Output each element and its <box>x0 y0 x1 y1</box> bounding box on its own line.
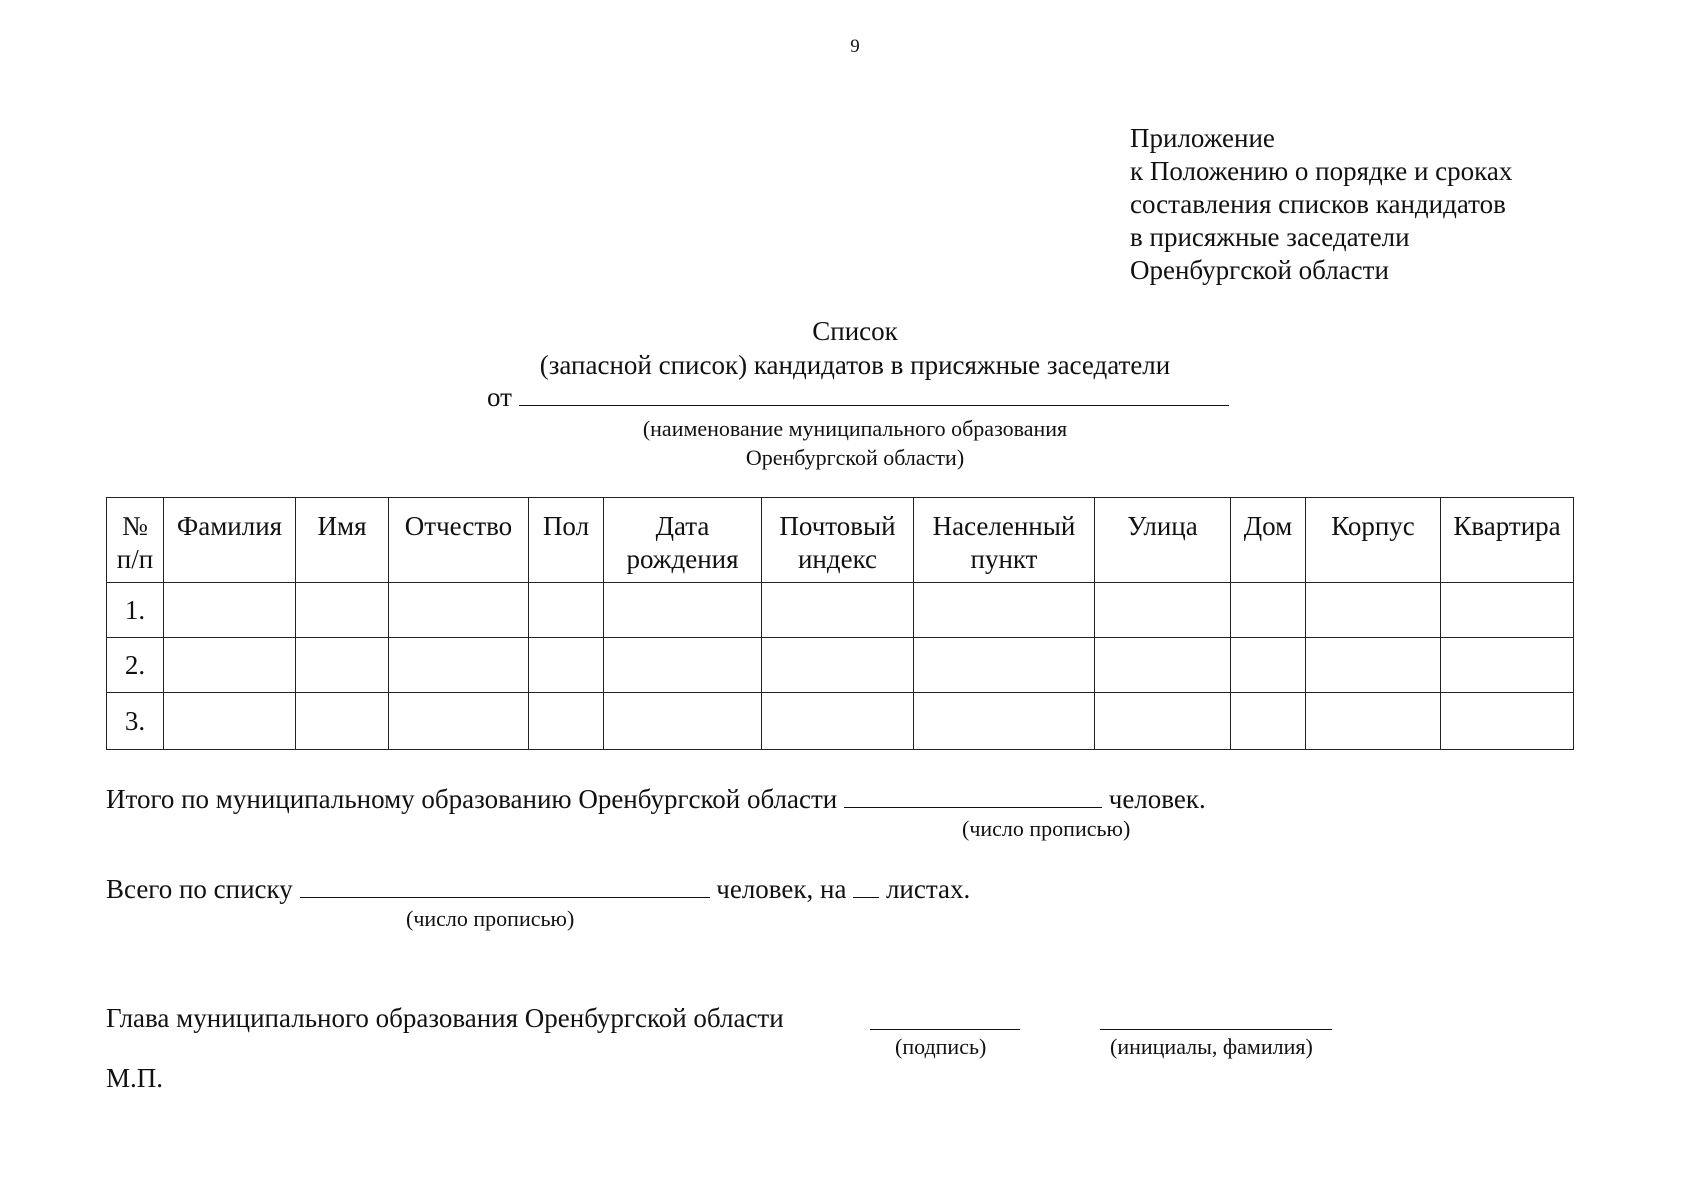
appendix-line: составления списков кандидатов <box>1130 189 1506 219</box>
row-number: 2. <box>107 638 164 693</box>
table-cell[interactable] <box>1231 693 1306 750</box>
appendix-line: в присяжные заседатели <box>1130 222 1410 252</box>
table-cell[interactable] <box>529 583 604 638</box>
table-cell[interactable] <box>604 583 762 638</box>
table-row <box>107 638 1574 693</box>
municipal-total-caption: (число прописью) <box>962 816 1131 841</box>
appendix-note <box>1130 122 1512 287</box>
header-street: Улица <box>1095 498 1231 583</box>
sheet-count-blank[interactable] <box>853 877 879 898</box>
municipal-total-suffix: человек. <box>1108 784 1206 814</box>
appendix-line: к Положению о порядке и сроках <box>1130 156 1513 186</box>
name-line[interactable] <box>1100 1006 1332 1037</box>
municipal-total-label: Итого по муниципальному образованию Оренбургской области <box>106 784 838 814</box>
header-postal-code: Почтовый индекс <box>762 498 914 583</box>
table-cell[interactable] <box>1441 638 1574 693</box>
table-row <box>107 693 1574 750</box>
table-cell[interactable] <box>1306 583 1441 638</box>
table-header-row <box>107 498 1574 583</box>
candidates-table <box>106 497 1574 750</box>
table-cell[interactable] <box>296 638 389 693</box>
head-label: Глава муниципального образования Оренбургской области <box>106 1003 784 1033</box>
seal-mark: М.П. <box>106 1063 164 1093</box>
header-birth-date: Дата рождения <box>604 498 762 583</box>
table-cell[interactable] <box>914 638 1095 693</box>
table-cell[interactable] <box>762 638 914 693</box>
header-name: Имя <box>296 498 389 583</box>
page-number: 9 <box>850 36 860 57</box>
table-cell[interactable] <box>1231 583 1306 638</box>
table-cell[interactable] <box>762 583 914 638</box>
table-cell[interactable] <box>914 583 1095 638</box>
list-total-caption: (число прописью) <box>406 906 575 931</box>
table-cell[interactable] <box>296 693 389 750</box>
from-line <box>487 382 1229 413</box>
header-apartment: Квартира <box>1441 498 1574 583</box>
list-total-middle: человек, на <box>716 874 847 904</box>
header-building: Корпус <box>1306 498 1441 583</box>
municipality-blank[interactable] <box>519 385 1229 406</box>
table-row <box>107 583 1574 638</box>
table-cell[interactable] <box>914 693 1095 750</box>
table-cell[interactable] <box>529 693 604 750</box>
appendix-line: Оренбургской области <box>1130 255 1389 285</box>
appendix-line: Приложение <box>1130 123 1275 153</box>
table-cell[interactable] <box>1441 583 1574 638</box>
table-cell[interactable] <box>164 638 296 693</box>
from-label: от <box>487 382 512 412</box>
name-caption: (инициалы, фамилия) <box>1110 1034 1313 1059</box>
table-cell[interactable] <box>762 693 914 750</box>
list-total-blank[interactable] <box>300 877 710 898</box>
header-patronymic: Отчество <box>389 498 529 583</box>
table-cell[interactable] <box>389 638 529 693</box>
list-total-label: Всего по списку <box>106 874 293 904</box>
table-cell[interactable] <box>164 693 296 750</box>
table-cell[interactable] <box>1306 638 1441 693</box>
table-cell[interactable] <box>1095 638 1231 693</box>
list-total-line <box>106 874 970 905</box>
row-number: 3. <box>107 693 164 750</box>
table-cell[interactable] <box>164 583 296 638</box>
table-cell[interactable] <box>529 638 604 693</box>
from-caption <box>0 414 1698 472</box>
from-caption-line: Оренбургской области) <box>745 445 965 470</box>
table-cell[interactable] <box>389 693 529 750</box>
municipal-total-blank[interactable] <box>844 787 1102 808</box>
table-cell[interactable] <box>1306 693 1441 750</box>
document-title <box>0 314 1698 382</box>
from-caption-line: (наименование муниципального образования <box>642 416 1068 441</box>
header-house: Дом <box>1231 498 1306 583</box>
table-cell[interactable] <box>296 583 389 638</box>
municipal-total-line <box>106 784 1206 815</box>
table-cell[interactable] <box>1095 693 1231 750</box>
title-subheading: (запасной список) кандидатов в присяжные заседатели <box>539 350 1171 380</box>
table-cell[interactable] <box>604 693 762 750</box>
header-locality: Населенный пункт <box>914 498 1095 583</box>
table-cell[interactable] <box>1441 693 1574 750</box>
table-cell[interactable] <box>604 638 762 693</box>
table-cell[interactable] <box>389 583 529 638</box>
header-number: № п/п <box>107 498 164 583</box>
signature-caption: (подпись) <box>895 1034 987 1059</box>
row-number: 1. <box>107 583 164 638</box>
table-cell[interactable] <box>1095 583 1231 638</box>
header-surname: Фамилия <box>164 498 296 583</box>
table-cell[interactable] <box>1231 638 1306 693</box>
list-total-suffix: листах. <box>885 874 971 904</box>
header-sex: Пол <box>529 498 604 583</box>
signature-line[interactable] <box>870 1006 1020 1037</box>
title-heading: Список <box>812 316 898 346</box>
